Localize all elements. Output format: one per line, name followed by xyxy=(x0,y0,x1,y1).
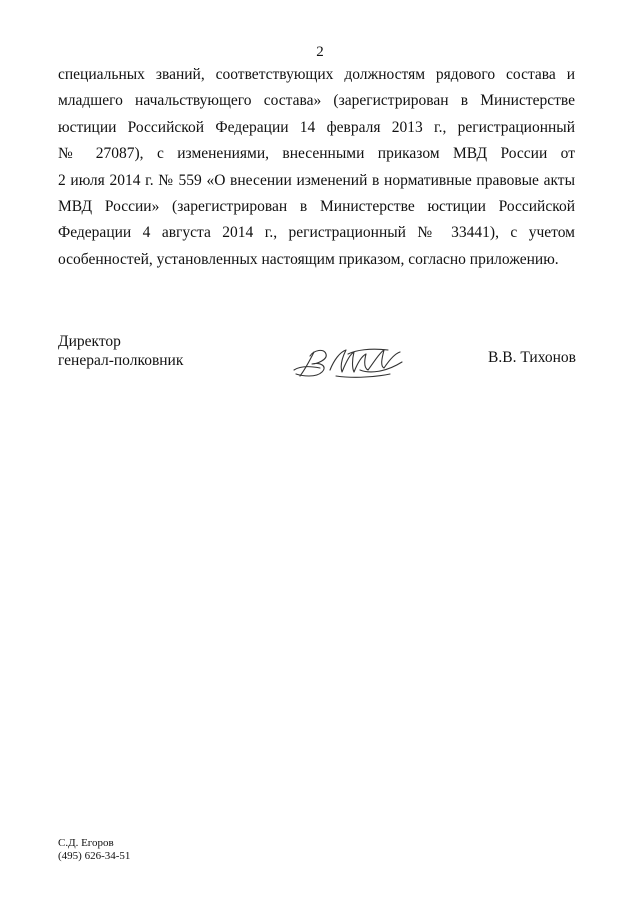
signatory-rank: генерал-полковник xyxy=(58,352,184,369)
body-line: особенностей, установленных настоящим приказом, согласно приложению. xyxy=(58,250,559,268)
handwritten-signature xyxy=(290,340,415,385)
signer-name: В.В. Тихонов xyxy=(488,349,576,366)
signatory-block xyxy=(58,332,183,370)
signatory-position: Директор xyxy=(58,333,121,350)
executor-phone: (495) 626-34-51 xyxy=(58,850,131,862)
executor-block xyxy=(58,837,130,863)
executor-name: С.Д. Егоров xyxy=(58,837,114,849)
body-paragraph xyxy=(58,62,575,273)
body-line: юстиции Российской Федерации 14 февраля 2013 г., регистрационный xyxy=(58,118,575,136)
body-line: МВД России» (зарегистрирован в Министерстве юстиции Российской xyxy=(58,197,575,215)
page-number: 2 xyxy=(316,44,324,60)
body-line: Федерации 4 августа 2014 г., регистрационный № 33441), с учетом xyxy=(58,224,575,242)
body-line: 2 июля 2014 г. № 559 «О внесении изменений в нормативные правовые акты xyxy=(58,171,575,189)
body-line: специальных званий, соответствующих должностям рядового состава и xyxy=(58,66,575,83)
body-line: младшего начальствующего состава» (зарегистрирован в Министерстве xyxy=(58,92,575,110)
body-line: № 27087), с изменениями, внесенными приказом МВД России от xyxy=(58,145,575,163)
